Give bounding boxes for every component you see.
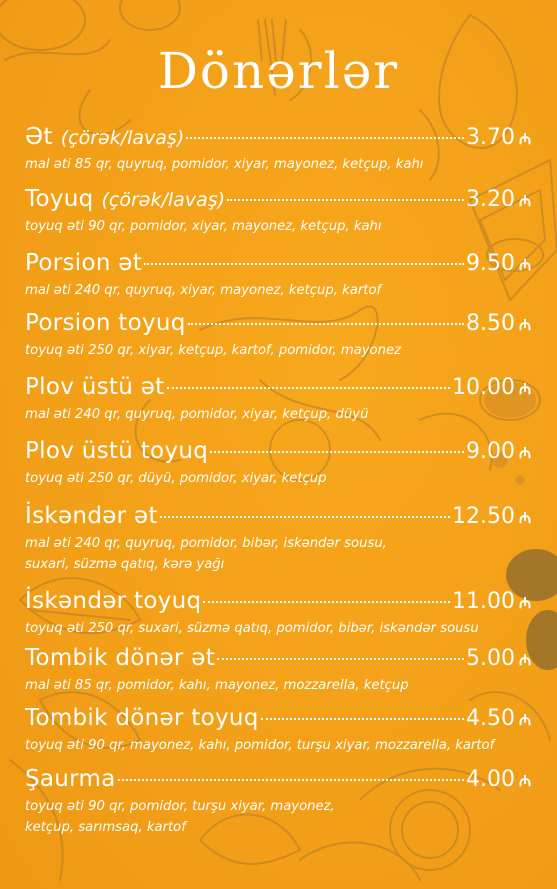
menu-item [25,503,535,575]
item-note: (çörək/lavaş) [101,189,226,211]
item-description: toyuq əti 90 qr, mayonez, kahı, pomidor, turşu xiyar, mozzarella, kartof [25,738,495,753]
item-name: Tombik dönər ət [25,645,216,671]
dot-leader [203,601,450,603]
dot-leader [167,387,451,389]
item-description: suxari, süzmə qatıq, kərə yağı [25,557,225,572]
dot-leader [261,718,464,720]
item-name: Toyuq [25,186,94,212]
item-description: mal əti 240 qr, quyruq, xiyar, mayonez, ketçup, kartof [25,283,382,298]
manat-icon: ₼ [519,192,532,210]
dot-leader [144,263,464,265]
item-name: Plov üstü ət [25,374,165,400]
item-description: mal əti 85 qr, quyruq, pomidor, xiyar, mayonez, ketçup, kahı [25,157,424,172]
dot-leader [160,516,450,518]
menu-item [25,588,535,639]
item-price: 3.20 [466,187,515,212]
item-price: 3.70 [466,125,515,150]
menu-item [25,645,535,696]
dot-leader [227,199,464,201]
item-price: 10.00 [452,375,515,400]
manat-icon: ₼ [519,316,532,334]
item-description: mal əti 85 qr, pomidor, kahı, mayonez, mozzarella, ketçup [25,678,409,693]
dot-leader [186,137,464,139]
item-description: toyuq əti 90 qr, pomidor, xiyar, mayonez, ketçup, kahı [25,219,382,234]
manat-icon: ₼ [519,651,532,669]
manat-icon: ₼ [519,594,532,612]
item-name: İskəndər ət [25,503,158,529]
item-description: ketçup, sarımsaq, kartof [25,820,186,835]
item-price: 4.00 [466,767,515,792]
item-price: 9.50 [466,251,515,276]
item-price: 8.50 [466,311,515,336]
item-name: İskəndər toyuq [25,588,202,614]
menu-item [25,250,535,301]
manat-icon: ₼ [519,256,532,274]
menu-item [25,438,535,489]
menu-title: Dönərlər [157,42,400,100]
dot-leader [118,779,464,781]
manat-icon: ₼ [519,772,532,790]
item-description: toyuq əti 90 qr, pomidor, turşu xiyar, mayonez, [25,799,335,814]
menu-item [25,124,535,175]
item-price: 4.50 [466,706,515,731]
item-name: Plov üstü toyuq [25,438,209,464]
item-name: Şaurma [25,766,116,792]
item-description: mal əti 240 qr, quyruq, pomidor, bibər, iskəndər sousu, [25,536,387,551]
item-price: 12.50 [452,504,515,529]
item-note: (çörək/lavaş) [60,127,185,149]
item-name: Porsion toyuq [25,310,186,336]
item-price: 5.00 [466,646,515,671]
item-name: Porsion ət [25,250,143,276]
manat-icon: ₼ [519,444,532,462]
dot-leader [217,658,464,660]
manat-icon: ₼ [519,509,532,527]
item-description: toyuq əti 250 qr, düyü, pomidor, xiyar, ketçup [25,471,327,486]
menu-item [25,310,535,361]
item-description: mal əti 240 qr, quyruq, pomidor, xiyar, ketçup, düyü [25,407,369,422]
item-price: 11.00 [452,589,515,614]
manat-icon: ₼ [519,711,532,729]
menu-item [25,766,535,838]
item-description: toyuq əti 250 qr, suxari, süzmə qatıq, pomidor, bibər, iskəndər sousu [25,621,479,636]
menu-item [25,705,535,756]
item-description: toyuq əti 250 qr, xiyar, ketçup, kartof, pomidor, mayonez [25,343,402,358]
dot-leader [210,451,464,453]
item-price: 9.00 [466,439,515,464]
item-name: Tombik dönər toyuq [25,705,259,731]
item-name: Ət [25,124,53,150]
manat-icon: ₼ [519,380,532,398]
menu-item [25,186,535,237]
dot-leader [188,323,464,325]
manat-icon: ₼ [519,130,532,148]
menu-item [25,374,535,425]
